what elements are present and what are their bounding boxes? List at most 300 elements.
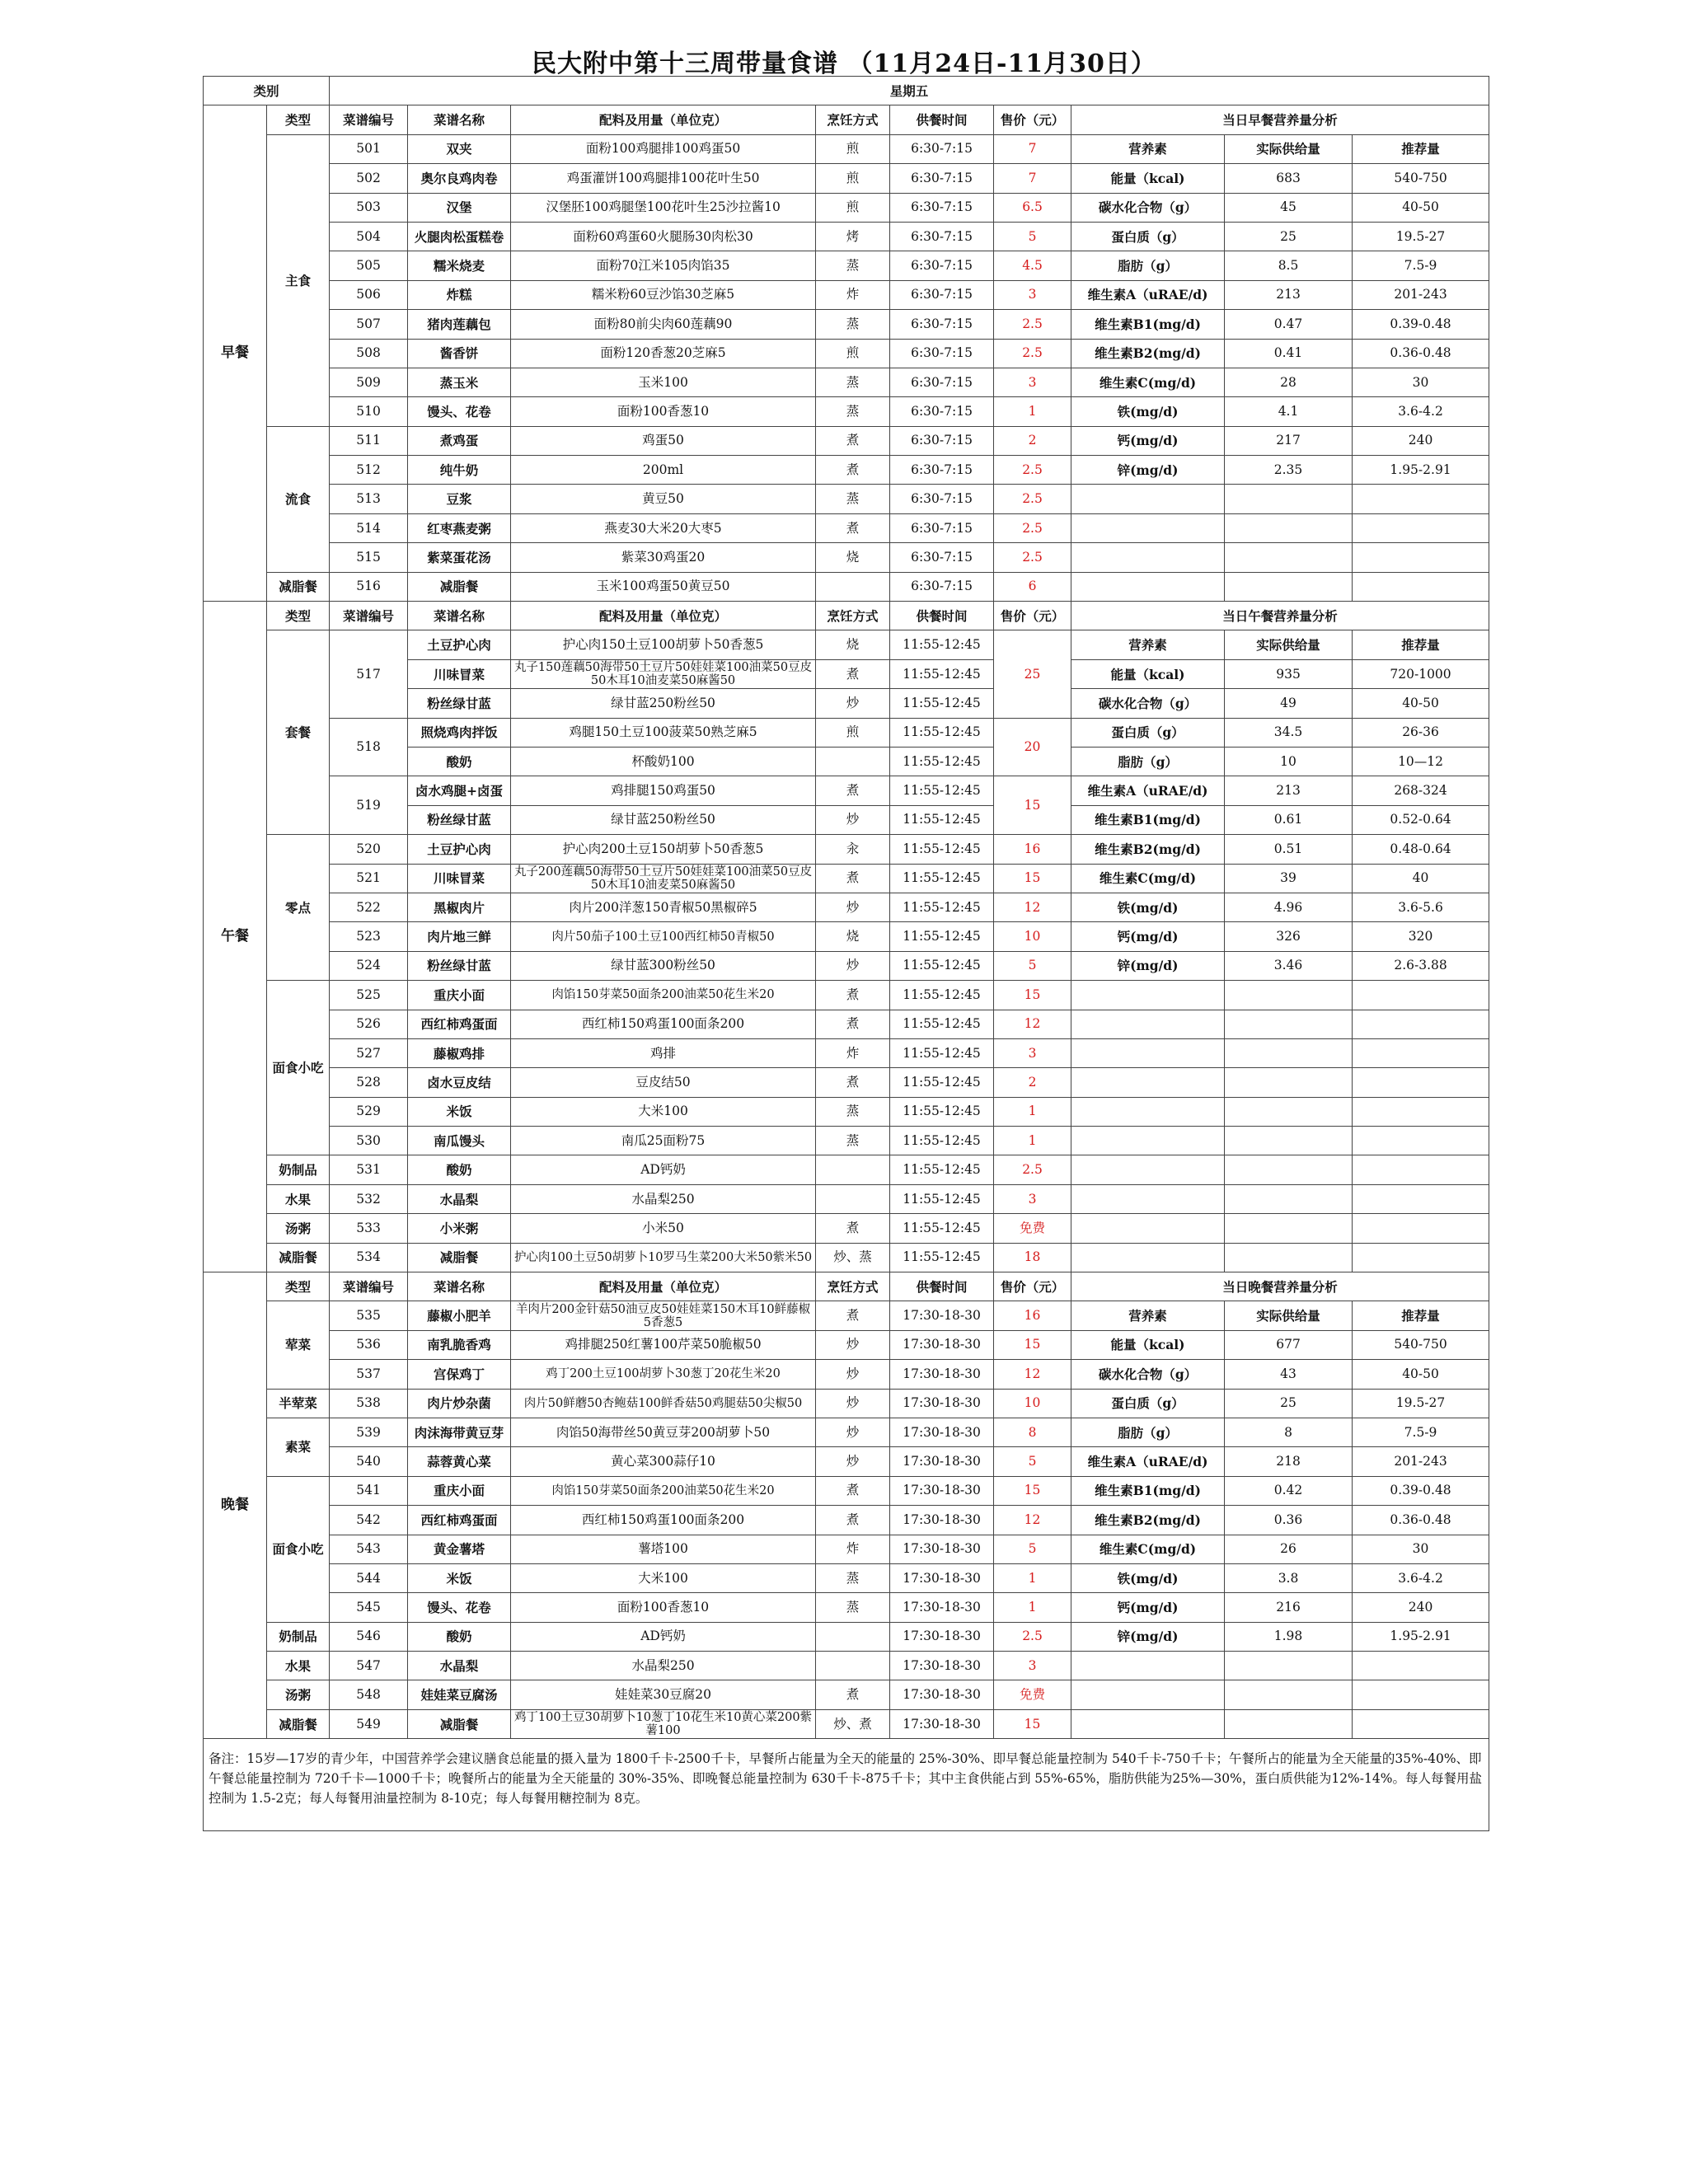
item-time: 6:30-7:15 [890,164,994,193]
item-name: 馒头、花卷 [408,397,511,426]
menu-item-row [204,1652,1489,1680]
item-ingredients: 羊肉片200金针菇50油豆皮50娃娃菜150木耳10鲜藤椒5香葱5 [511,1301,816,1330]
item-method: 煮 [816,1068,890,1097]
item-price: 1 [994,1097,1071,1126]
menu-item-row [204,1038,1489,1067]
item-ingredients: 西红柿150鸡蛋100面条200 [511,1506,816,1535]
item-name: 藤椒小肥羊 [408,1301,511,1330]
item-name: 土豆护心肉 [408,630,511,659]
item-method: 煎 [816,134,890,163]
item-method: 煮 [816,1301,890,1330]
group-type: 减脂餐 [267,1243,330,1272]
nutrient-actual: 0.41 [1225,339,1353,368]
item-price: 3 [994,1184,1071,1213]
empty-cell [1071,1097,1225,1126]
item-name: 火腿肉松蛋糕卷 [408,222,511,251]
group-type: 素菜 [267,1418,330,1476]
item-name: 酸奶 [408,1155,511,1184]
menu-item-row [204,251,1489,280]
item-time: 6:30-7:15 [890,310,994,339]
item-price: 1 [994,1563,1071,1592]
item-method: 煮 [816,1010,890,1038]
meal-header-row [204,602,1489,630]
item-code: 533 [330,1214,408,1243]
menu-table [203,76,1489,1831]
item-time: 17:30-18-30 [890,1680,994,1709]
item-time: 17:30-18-30 [890,1652,994,1680]
item-method: 烧 [816,543,890,572]
item-code: 515 [330,543,408,572]
menu-item-row [204,1068,1489,1097]
empty-cell [1353,1214,1489,1243]
nutrient-actual: 25 [1225,222,1353,251]
item-method: 炒、蒸 [816,1243,890,1272]
empty-cell [1353,981,1489,1010]
item-code: 514 [330,513,408,542]
nutrient-actual: 3.46 [1225,951,1353,980]
item-method: 炒 [816,689,890,718]
item-method: 煮 [816,1680,890,1709]
item-name: 黄金薯塔 [408,1535,511,1563]
nutrient-name: 锌(mg/d) [1071,1622,1225,1651]
item-method: 烧 [816,630,890,659]
group-type: 水果 [267,1184,330,1213]
item-ingredients: 小米50 [511,1214,816,1243]
item-code: 540 [330,1447,408,1476]
item-ingredients: 丸子200莲藕50海带50土豆片50娃娃菜100油菜50豆皮50木耳10油麦菜50麻酱50 [511,864,816,893]
menu-item-row [204,134,1489,163]
item-code: 522 [330,893,408,921]
nutrient-actual: 8.5 [1225,251,1353,280]
item-code: 519 [330,776,408,835]
item-code: 508 [330,339,408,368]
nutrient-name: 碳水化合物（g） [1071,1360,1225,1389]
meal-label: 晚餐 [204,1272,267,1739]
item-method: 煮 [816,1476,890,1505]
item-name: 土豆护心肉 [408,835,511,864]
menu-item-row [204,1184,1489,1213]
item-price: 18 [994,1243,1071,1272]
item-price: 15 [994,1476,1071,1505]
nutrient-recommended: 3.6-5.6 [1353,893,1489,921]
empty-cell [1225,1680,1353,1709]
item-code: 523 [330,922,408,951]
item-price: 3 [994,1038,1071,1067]
item-ingredients: 鸡排腿250红薯100芹菜50脆椒50 [511,1330,816,1359]
item-price: 免费 [994,1680,1071,1709]
item-method [816,572,890,601]
nutrient-name: 钙(mg/d) [1071,426,1225,455]
item-time: 17:30-18-30 [890,1301,994,1330]
item-time: 11:55-12:45 [890,835,994,864]
empty-cell [1225,981,1353,1010]
empty-cell [1071,543,1225,572]
item-ingredients: 燕麦30大米20大枣5 [511,513,816,542]
nutrient-actual: 43 [1225,1360,1353,1389]
empty-cell [1071,1038,1225,1067]
item-code: 526 [330,1010,408,1038]
menu-item-row [204,426,1489,455]
menu-item-row [204,1593,1489,1622]
item-name: 米饭 [408,1097,511,1126]
item-code: 506 [330,280,408,309]
method-header: 烹饪方式 [816,602,890,630]
item-method: 煮 [816,1214,890,1243]
item-price: 7 [994,164,1071,193]
item-name: 奥尔良鸡肉卷 [408,164,511,193]
item-ingredients: 薯塔100 [511,1535,816,1563]
empty-cell [1071,1214,1225,1243]
item-code: 539 [330,1418,408,1446]
item-method: 炸 [816,280,890,309]
menu-item-row [204,543,1489,572]
item-time: 11:55-12:45 [890,1010,994,1038]
item-price: 10 [994,922,1071,951]
empty-cell [1353,1068,1489,1097]
nutrient-actual: 218 [1225,1447,1353,1476]
nutrient-recommended: 268-324 [1353,776,1489,805]
item-method: 煮 [816,513,890,542]
nutrient-name: 维生素C(mg/d) [1071,864,1225,893]
empty-cell [1225,513,1353,542]
menu-item-row [204,630,1489,659]
item-time: 17:30-18-30 [890,1535,994,1563]
menu-item-row [204,951,1489,980]
nutrient-actual: 0.61 [1225,805,1353,834]
nutrient-recommended: 240 [1353,426,1489,455]
nutrient-actual: 935 [1225,659,1353,688]
empty-cell [1071,1127,1225,1155]
item-name: 宫保鸡丁 [408,1360,511,1389]
item-name: 蒸玉米 [408,368,511,396]
menu-item-row [204,1301,1489,1330]
nutrient-header: 营养素 [1071,630,1225,659]
menu-item-row [204,1330,1489,1359]
item-time: 11:55-12:45 [890,659,994,688]
item-ingredients: 肉馅150芽菜50面条200油菜50花生米20 [511,1476,816,1505]
item-price: 5 [994,1535,1071,1563]
item-method: 炒 [816,1330,890,1359]
item-ingredients: AD钙奶 [511,1622,816,1651]
item-code: 525 [330,981,408,1010]
empty-cell [1353,1038,1489,1067]
item-code: 505 [330,251,408,280]
item-ingredients: 鸡排腿150鸡蛋50 [511,776,816,805]
item-price: 16 [994,1301,1071,1330]
item-time: 11:55-12:45 [890,922,994,951]
menu-item-row [204,164,1489,193]
empty-cell [1225,543,1353,572]
nutrient-recommended: 3.6-4.2 [1353,397,1489,426]
item-name: 川味冒菜 [408,659,511,688]
nutrient-name: 铁(mg/d) [1071,893,1225,921]
nutrient-actual: 0.42 [1225,1476,1353,1505]
nutrient-name: 维生素B2(mg/d) [1071,835,1225,864]
nutrient-actual: 0.47 [1225,310,1353,339]
empty-cell [1225,572,1353,601]
group-type: 荤菜 [267,1301,330,1389]
time-header: 供餐时间 [890,105,994,134]
nutrient-name: 钙(mg/d) [1071,1593,1225,1622]
item-ingredients: 肉馅150芽菜50面条200油菜50花生米20 [511,981,816,1010]
price-header: 售价（元） [994,602,1071,630]
nutrient-recommended: 40-50 [1353,1360,1489,1389]
nutrient-name: 碳水化合物（g） [1071,193,1225,222]
item-name: 川味冒菜 [408,864,511,893]
item-price: 15 [994,776,1071,835]
menu-item-row [204,485,1489,513]
item-price: 2 [994,1068,1071,1097]
item-code: 527 [330,1038,408,1067]
nutrient-actual: 4.96 [1225,893,1353,921]
menu-item-row [204,456,1489,485]
item-name: 卤水鸡腿+卤蛋 [408,776,511,805]
nutrient-actual: 0.36 [1225,1506,1353,1535]
menu-item-row [204,513,1489,542]
item-code: 507 [330,310,408,339]
nutrient-name: 维生素B2(mg/d) [1071,1506,1225,1535]
nutrient-name: 维生素B1(mg/d) [1071,310,1225,339]
nutrient-recommended: 540-750 [1353,164,1489,193]
item-time: 11:55-12:45 [890,747,994,776]
menu-item-row [204,1476,1489,1505]
item-method: 汆 [816,835,890,864]
menu-item-row [204,835,1489,864]
item-time: 17:30-18-30 [890,1622,994,1651]
item-name: 双夹 [408,134,511,163]
item-name: 减脂餐 [408,1243,511,1272]
item-code: 518 [330,718,408,776]
nutrient-actual: 683 [1225,164,1353,193]
group-type: 奶制品 [267,1622,330,1651]
item-code: 543 [330,1535,408,1563]
price-header: 售价（元） [994,1272,1071,1301]
nutrient-actual: 45 [1225,193,1353,222]
menu-item-row [204,1214,1489,1243]
item-price: 1 [994,1127,1071,1155]
item-ingredients: 面粉120香葱20芝麻5 [511,339,816,368]
item-code: 545 [330,1593,408,1622]
item-code: 511 [330,426,408,455]
analysis-title: 当日晚餐营养量分析 [1071,1272,1489,1301]
menu-item-row [204,339,1489,368]
ingredients-header: 配料及用量（单位克） [511,602,816,630]
empty-cell [1071,1652,1225,1680]
item-time: 6:30-7:15 [890,251,994,280]
empty-cell [1071,1243,1225,1272]
empty-cell [1071,513,1225,542]
item-price: 16 [994,835,1071,864]
nutrient-name: 脂肪（g） [1071,251,1225,280]
item-time: 11:55-12:45 [890,718,994,747]
item-price: 5 [994,1447,1071,1476]
actual-header: 实际供给量 [1225,1301,1353,1330]
item-code: 504 [330,222,408,251]
empty-cell [1225,1214,1353,1243]
item-ingredients: 肉片50茄子100土豆100西红柿50青椒50 [511,922,816,951]
nutrient-recommended: 7.5-9 [1353,1418,1489,1446]
item-time: 11:55-12:45 [890,1214,994,1243]
item-ingredients: 面粉100香葱10 [511,1593,816,1622]
nutrient-recommended: 2.6-3.88 [1353,951,1489,980]
item-code: 544 [330,1563,408,1592]
nutrient-recommended: 0.36-0.48 [1353,1506,1489,1535]
nutrient-name: 蛋白质（g） [1071,1389,1225,1418]
item-name: 西红柿鸡蛋面 [408,1010,511,1038]
item-price: 3 [994,1652,1071,1680]
item-name: 紫菜蛋花汤 [408,543,511,572]
empty-cell [1071,1155,1225,1184]
nutrient-recommended: 1.95-2.91 [1353,456,1489,485]
item-method: 蒸 [816,397,890,426]
nutrient-actual: 213 [1225,280,1353,309]
item-name: 馒头、花卷 [408,1593,511,1622]
item-price: 8 [994,1418,1071,1446]
item-ingredients: 黄豆50 [511,485,816,513]
item-time: 11:55-12:45 [890,1068,994,1097]
group-type: 奶制品 [267,1155,330,1184]
item-code: 536 [330,1330,408,1359]
item-method: 蒸 [816,251,890,280]
menu-item-row [204,1418,1489,1446]
item-name: 米饭 [408,1563,511,1592]
item-name: 豆浆 [408,485,511,513]
type-header: 类型 [267,105,330,134]
item-time: 17:30-18-30 [890,1389,994,1418]
code-header: 菜谱编号 [330,1272,408,1301]
nutrient-recommended: 720-1000 [1353,659,1489,688]
nutrient-header: 营养素 [1071,1301,1225,1330]
item-time: 6:30-7:15 [890,339,994,368]
item-price: 2.5 [994,543,1071,572]
menu-item-row [204,222,1489,251]
group-type: 水果 [267,1652,330,1680]
item-name: 小米粥 [408,1214,511,1243]
item-time: 11:55-12:45 [890,805,994,834]
item-price: 12 [994,1506,1071,1535]
nutrient-actual: 213 [1225,776,1353,805]
item-time: 6:30-7:15 [890,222,994,251]
item-code: 537 [330,1360,408,1389]
item-ingredients: 鸡丁100土豆30胡萝卜10葱丁10花生米10黄心菜200紫薯100 [511,1709,816,1738]
item-name: 酱香饼 [408,339,511,368]
nutrient-recommended: 19.5-27 [1353,222,1489,251]
menu-item-row [204,310,1489,339]
item-name: 减脂餐 [408,1709,511,1738]
nutrient-name: 钙(mg/d) [1071,922,1225,951]
item-time: 6:30-7:15 [890,543,994,572]
item-price: 20 [994,718,1071,776]
item-ingredients: AD钙奶 [511,1155,816,1184]
nutrient-name: 维生素A（uRAE/d) [1071,280,1225,309]
nutrient-recommended: 1.95-2.91 [1353,1622,1489,1651]
empty-cell [1225,1038,1353,1067]
item-method [816,1622,890,1651]
item-code: 541 [330,1476,408,1505]
menu-item-row [204,1155,1489,1184]
meal-label: 早餐 [204,105,267,602]
menu-item-row [204,193,1489,222]
nutrient-name: 能量（kcal) [1071,164,1225,193]
item-time: 17:30-18-30 [890,1563,994,1592]
item-ingredients: 绿甘蓝250粉丝50 [511,805,816,834]
item-price: 4.5 [994,251,1071,280]
header-row [204,77,1489,105]
nutrient-recommended: 201-243 [1353,280,1489,309]
item-time: 6:30-7:15 [890,368,994,396]
category-header: 类别 [204,77,330,105]
name-header: 菜谱名称 [408,602,511,630]
nutrient-recommended: 10—12 [1353,747,1489,776]
item-code: 535 [330,1301,408,1330]
item-method: 煮 [816,456,890,485]
item-code: 510 [330,397,408,426]
empty-cell [1071,572,1225,601]
menu-item-row [204,572,1489,601]
item-method: 煎 [816,339,890,368]
item-price: 1 [994,397,1071,426]
empty-cell [1225,1068,1353,1097]
empty-cell [1225,1243,1353,1272]
nutrient-recommended: 26-36 [1353,718,1489,747]
item-price: 2.5 [994,456,1071,485]
menu-item-row [204,922,1489,951]
nutrient-actual: 216 [1225,1593,1353,1622]
item-time: 11:55-12:45 [890,1097,994,1126]
item-ingredients: 杯酸奶100 [511,747,816,776]
item-price: 15 [994,864,1071,893]
nutrient-name: 碳水化合物（g） [1071,689,1225,718]
item-price: 12 [994,1360,1071,1389]
item-code: 501 [330,134,408,163]
item-code: 547 [330,1652,408,1680]
empty-cell [1071,981,1225,1010]
item-time: 17:30-18-30 [890,1709,994,1738]
item-ingredients: 护心肉150土豆100胡萝卜50香葱5 [511,630,816,659]
item-ingredients: 鸡排 [511,1038,816,1067]
item-time: 6:30-7:15 [890,193,994,222]
item-price: 2.5 [994,339,1071,368]
menu-item-row [204,1127,1489,1155]
group-type: 面食小吃 [267,981,330,1155]
item-ingredients: 丸子150莲藕50海带50土豆片50娃娃菜100油菜50豆皮50木耳10油麦菜50麻酱50 [511,659,816,688]
nutrient-actual: 326 [1225,922,1353,951]
nutrient-actual: 28 [1225,368,1353,396]
menu-item-row [204,718,1489,747]
item-ingredients: 水晶梨250 [511,1652,816,1680]
item-code: 528 [330,1068,408,1097]
item-price: 15 [994,1330,1071,1359]
item-name: 粉丝绿甘蓝 [408,689,511,718]
menu-item-row [204,1389,1489,1418]
item-ingredients: 鸡丁200土豆100胡萝卜30葱丁20花生米20 [511,1360,816,1389]
item-time: 11:55-12:45 [890,951,994,980]
item-method: 蒸 [816,1593,890,1622]
item-method: 烧 [816,922,890,951]
item-price: 10 [994,1389,1071,1418]
time-header: 供餐时间 [890,602,994,630]
item-time: 17:30-18-30 [890,1360,994,1389]
item-ingredients: 鸡腿150土豆100菠菜50熟芝麻5 [511,718,816,747]
menu-item-row [204,1680,1489,1709]
item-ingredients: 护心肉200土豆150胡萝卜50香葱5 [511,835,816,864]
item-code: 521 [330,864,408,893]
item-code: 532 [330,1184,408,1213]
ingredients-header: 配料及用量（单位克） [511,1272,816,1301]
item-name: 卤水豆皮结 [408,1068,511,1097]
nutrient-recommended: 3.6-4.2 [1353,1563,1489,1592]
nutrient-name: 维生素C(mg/d) [1071,1535,1225,1563]
